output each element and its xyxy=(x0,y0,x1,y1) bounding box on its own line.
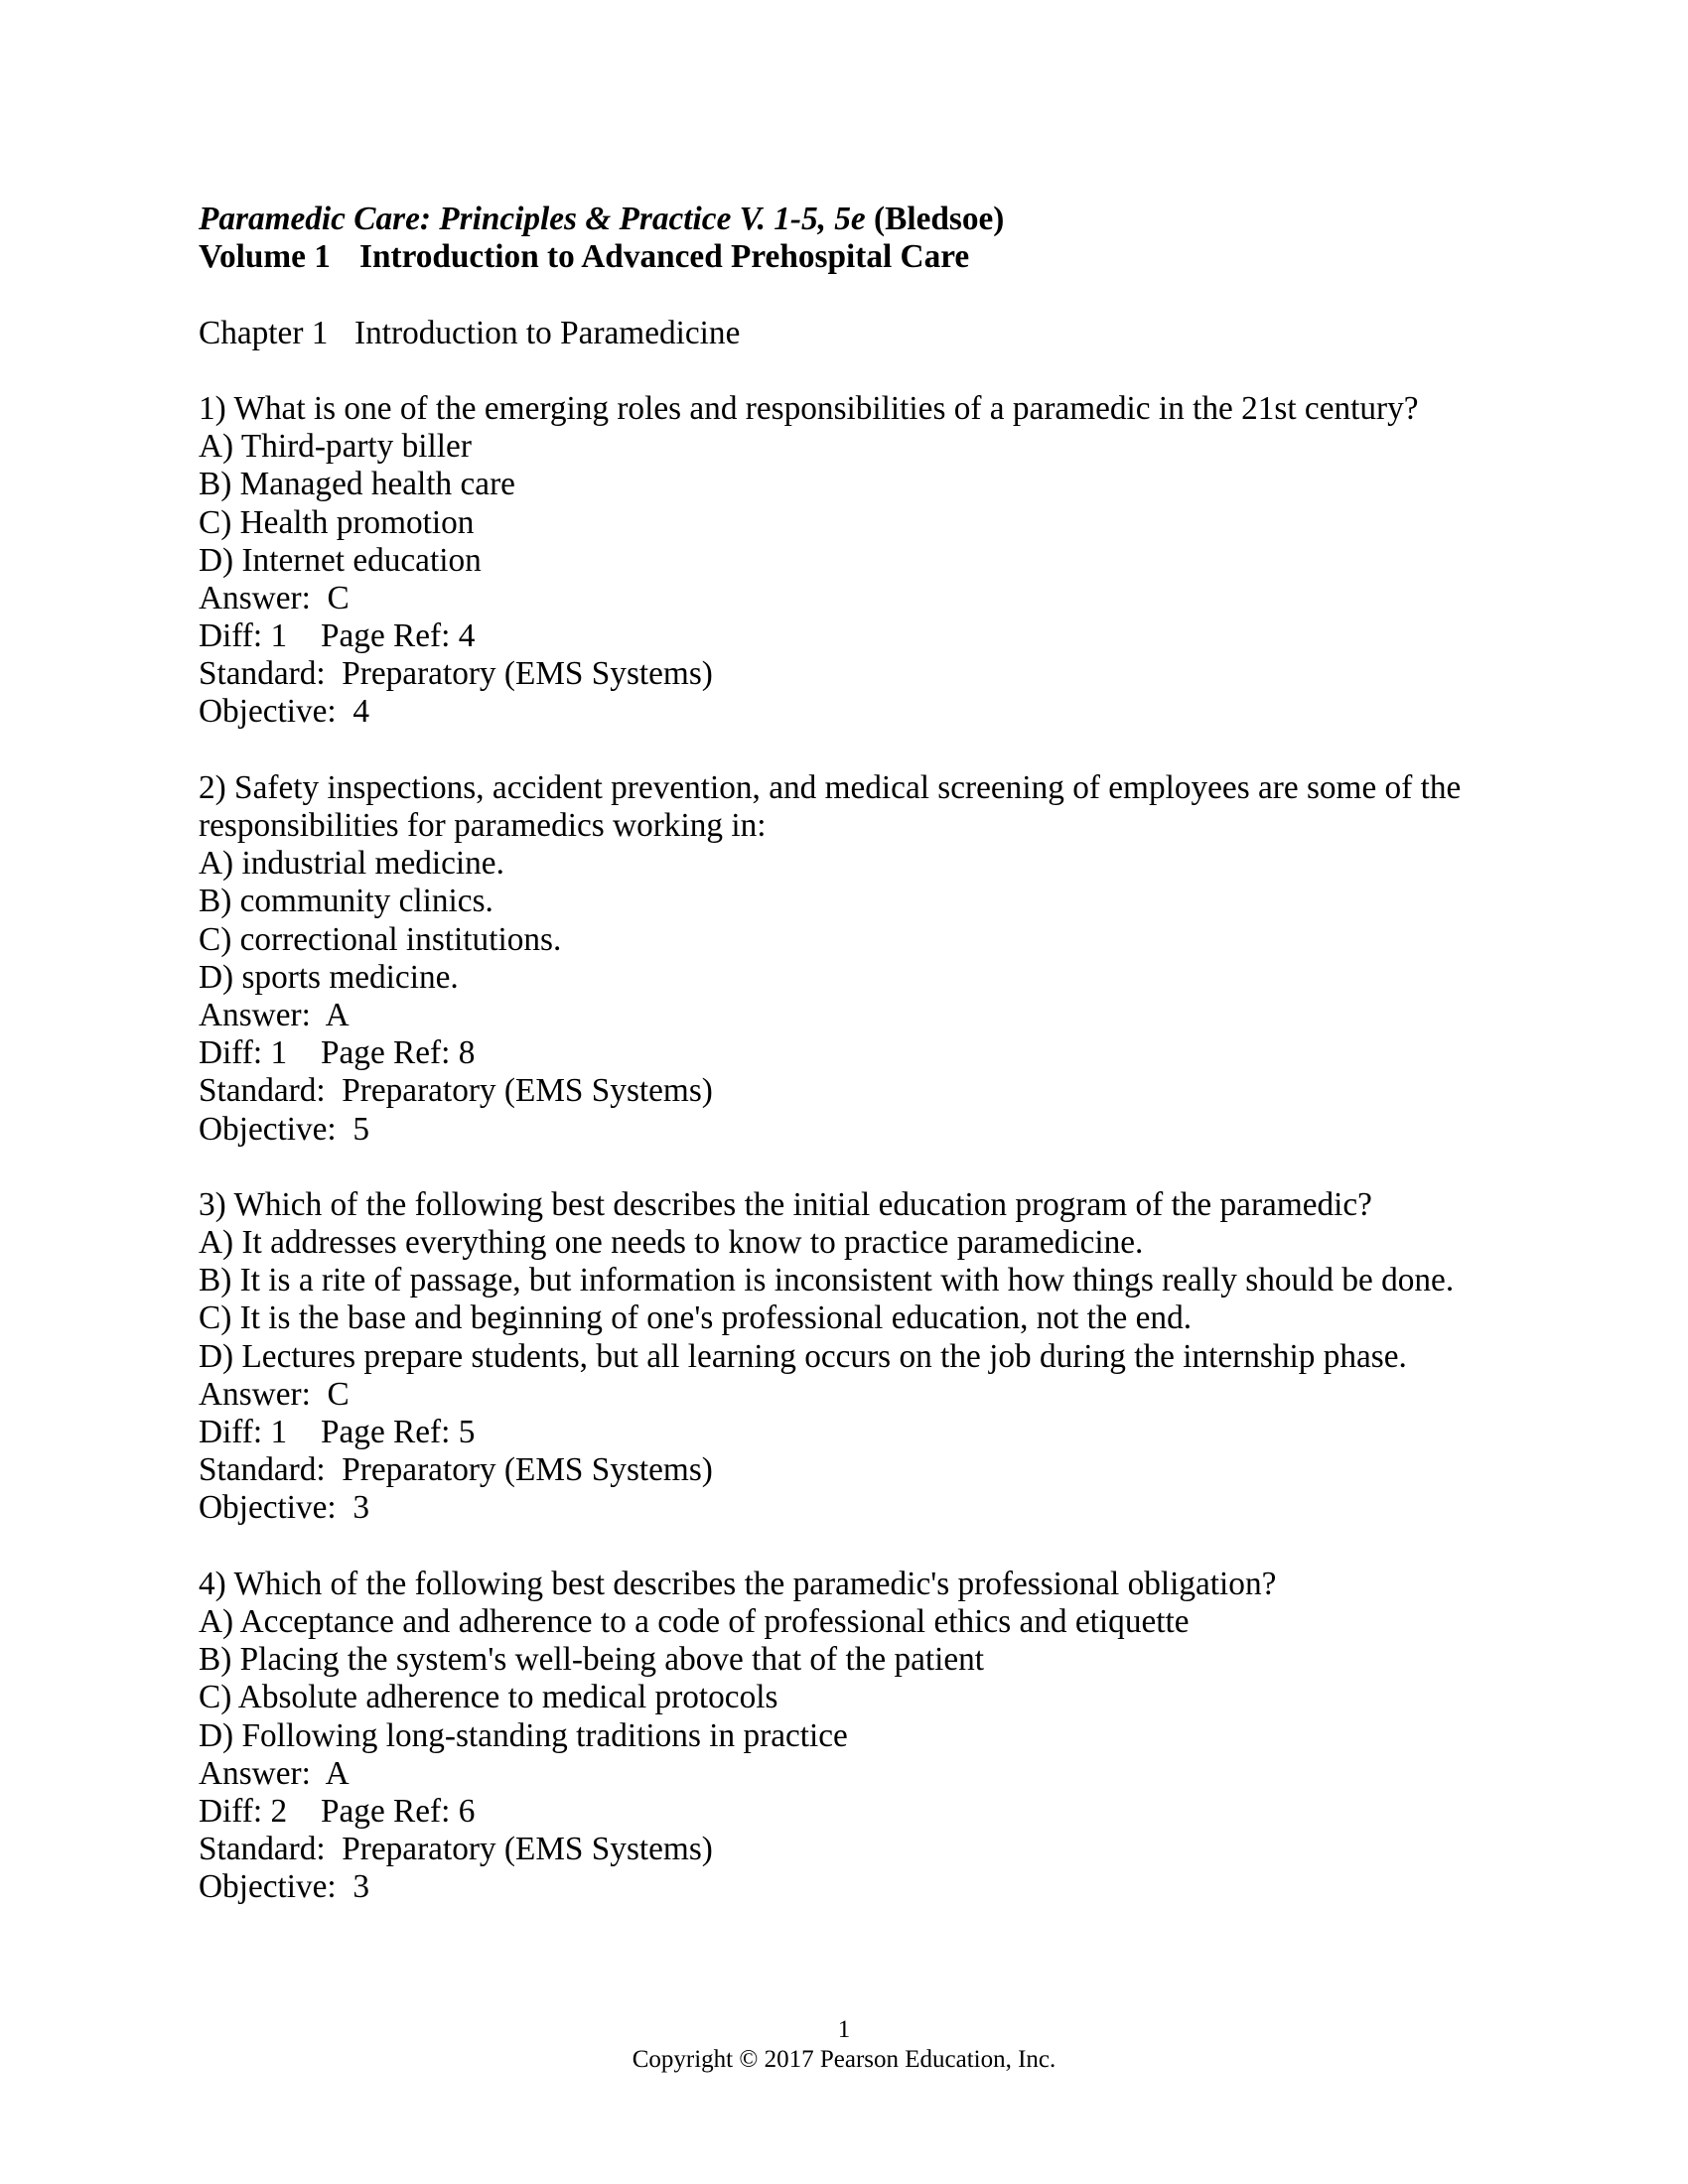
question-3 xyxy=(199,1186,1509,1528)
page-ref: Page Ref: 5 xyxy=(321,1414,476,1450)
volume-label: Volume 1 xyxy=(199,238,331,276)
spacer xyxy=(199,1528,1509,1566)
option-d: D) Internet education xyxy=(199,541,482,579)
copyright-notice: Copyright © 2017 Pearson Education, Inc. xyxy=(632,2046,1056,2073)
objective: Objective: 3 xyxy=(199,1868,369,1906)
option-b: B) It is a rite of passage, but information is inconsistent with how things really should be done. xyxy=(199,1262,1455,1299)
standard: Standard: Preparatory (EMS Systems) xyxy=(199,1072,713,1110)
answer: Answer: C xyxy=(199,1375,350,1413)
page-ref: Page Ref: 4 xyxy=(321,617,476,655)
option-c: C) It is the base and beginning of one's professional education, not the end. xyxy=(199,1299,1193,1337)
book-title xyxy=(199,201,1509,238)
option-c: C) Absolute adherence to medical protocols xyxy=(199,1679,778,1716)
answer: Answer: A xyxy=(199,1754,350,1792)
page-ref: Page Ref: 6 xyxy=(321,1792,476,1830)
book-title-text: Paramedic Care: Principles & Practice V. 1-5, 5e xyxy=(199,201,866,237)
chapter-title: Introduction to Paramedicine xyxy=(354,314,741,351)
page-body xyxy=(199,201,1509,1906)
standard: Standard: Preparatory (EMS Systems) xyxy=(199,1451,713,1489)
option-b: B) community clinics. xyxy=(199,883,493,920)
option-a: A) Third-party biller xyxy=(199,428,472,466)
page-ref: Page Ref: 8 xyxy=(321,1034,476,1072)
option-b: B) Placing the system's well-being above that of the patient xyxy=(199,1641,985,1679)
difficulty: Diff: 2 xyxy=(199,1792,288,1830)
difficulty-pageref xyxy=(199,1034,1509,1072)
option-d: D) Following long-standing traditions in practice xyxy=(199,1716,848,1754)
option-b: B) Managed health care xyxy=(199,466,515,503)
chapter-label: Chapter 1 xyxy=(199,314,329,351)
spacer xyxy=(199,732,1509,769)
book-author: (Bledsoe) xyxy=(874,201,1005,237)
volume-title: Introduction to Advanced Prehospital Care xyxy=(359,238,970,276)
question-4 xyxy=(199,1566,1509,1907)
option-d: D) Lectures prepare students, but all learning occurs on the job during the internship phase. xyxy=(199,1337,1407,1375)
difficulty: Diff: 1 xyxy=(199,617,288,655)
answer: Answer: C xyxy=(199,579,350,616)
question-2 xyxy=(199,769,1509,1149)
answer: Answer: A xyxy=(199,996,350,1033)
option-a: A) industrial medicine. xyxy=(199,845,504,883)
difficulty-pageref xyxy=(199,617,1509,655)
standard: Standard: Preparatory (EMS Systems) xyxy=(199,1831,713,1868)
objective: Objective: 5 xyxy=(199,1110,369,1148)
objective: Objective: 4 xyxy=(199,693,369,731)
question-stem: 3) Which of the following best describes the initial education program of the paramedic? xyxy=(199,1185,1372,1223)
option-c: C) correctional institutions. xyxy=(199,920,562,958)
spacer xyxy=(199,352,1509,390)
spacer xyxy=(199,276,1509,314)
difficulty: Diff: 1 xyxy=(199,1034,288,1072)
standard: Standard: Preparatory (EMS Systems) xyxy=(199,655,713,693)
question-stem: 4) Which of the following best describes the paramedic's professional obligation? xyxy=(199,1565,1277,1602)
volume-heading xyxy=(199,238,1509,276)
option-c: C) Health promotion xyxy=(199,503,475,541)
difficulty-pageref xyxy=(199,1414,1509,1451)
option-a: A) Acceptance and adherence to a code of professional ethics and etiquette xyxy=(199,1602,1190,1640)
question-stem: 1) What is one of the emerging roles and responsibilities of a paramedic in the 21st century? xyxy=(199,389,1419,427)
spacer xyxy=(199,1149,1509,1186)
chapter-heading xyxy=(199,315,1509,352)
objective: Objective: 3 xyxy=(199,1489,369,1527)
difficulty-pageref xyxy=(199,1793,1509,1831)
question-stem-continued: responsibilities for paramedics working in: xyxy=(199,807,767,844)
question-1 xyxy=(199,390,1509,732)
difficulty: Diff: 1 xyxy=(199,1414,288,1450)
option-a: A) It addresses everything one needs to know to practice paramedicine. xyxy=(199,1224,1144,1262)
question-stem: 2) Safety inspections, accident prevention, and medical screening of employees are some of the xyxy=(199,768,1462,806)
option-d: D) sports medicine. xyxy=(199,958,459,996)
page-number: 1 xyxy=(837,2016,851,2043)
